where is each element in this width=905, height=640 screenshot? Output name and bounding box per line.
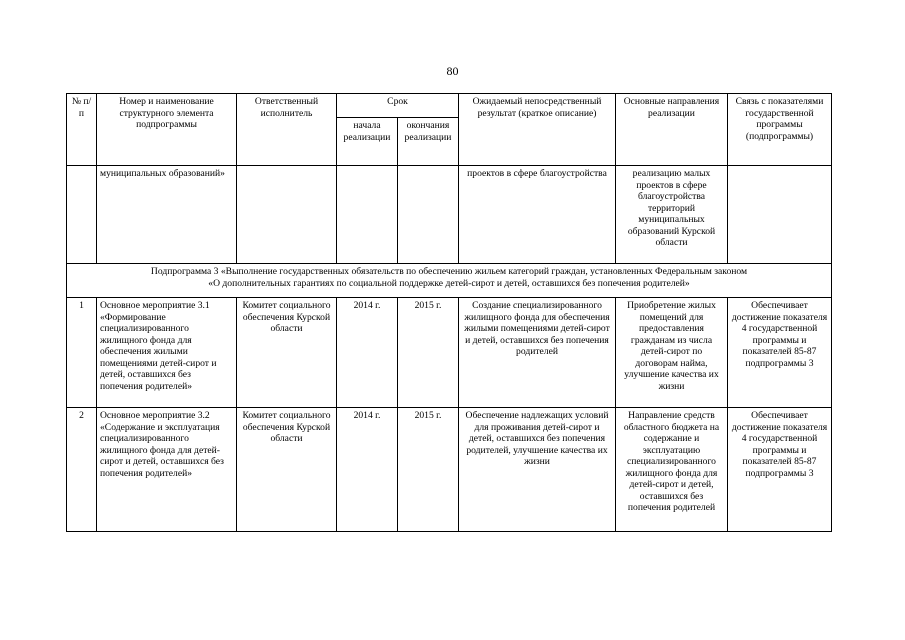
section-title-line2: «О дополнительных гарантиях по социальной поддержке детей-сирот и детей, оставшихся без попечения родителей» (208, 277, 690, 289)
continuation-name: муниципальных образований» (97, 166, 237, 264)
header-responsible: Ответственный исполнитель (237, 94, 337, 166)
program-table (66, 93, 832, 532)
row-num: 2 (67, 408, 97, 532)
continuation-result: проектов в сфере благоустройства (459, 166, 616, 264)
row-end: 2015 г. (398, 298, 459, 408)
row-link: Обеспечивает достижение показателя 4 государственной программы и показателей 85-87 подпрограммы 3 (728, 298, 832, 408)
row-name: Основное мероприятие 3.2 «Содержание и эксплуатация специализированного жилищного фонда для детей-сирот и детей, оставшихся без попечения родителей» (97, 408, 237, 532)
header-row (67, 94, 832, 118)
row-link: Обеспечивает достижение показателя 4 государственной программы и показателей 85-87 подпрограммы 3 (728, 408, 832, 532)
header-link: Связь с показателями государственной программы (подпрограммы) (728, 94, 832, 166)
page-number: 80 (446, 64, 459, 78)
row-name: Основное мероприятие 3.1 «Формирование специализированного жилищного фонда для обеспечения жилыми помещениями детей-сирот и детей, оставшихся без попечения родителей» (97, 298, 237, 408)
section-title-line1: Подпрограмма 3 «Выполнение государственных обязательств по обеспечению жильем категорий граждан, установленных Федеральным законом (150, 266, 748, 277)
row-start: 2014 г. (337, 298, 398, 408)
section-row (67, 264, 832, 298)
header-start: начала реализации (337, 118, 398, 166)
row-result: Обеспечение надлежащих условий для проживания детей-сирот и детей, оставшихся без попечения родителей, улучшение качества их жизни (459, 408, 616, 532)
header-directions: Основные направления реализации (616, 94, 728, 166)
header-term: Срок (337, 94, 459, 118)
table-row (67, 408, 832, 532)
section-title (67, 264, 832, 298)
continuation-row (67, 166, 832, 264)
row-directions: Приобретение жилых помещений для предоставления гражданам из числа детей-сирот по договорам найма, улучшение качества их жизни (616, 298, 728, 408)
row-end: 2015 г. (398, 408, 459, 532)
row-num: 1 (67, 298, 97, 408)
header-result: Ожидаемый непосредственный результат (краткое описание) (459, 94, 616, 166)
header-name: Номер и наименование структурного элемента подпрограммы (97, 94, 237, 166)
header-end: окончания реализации (398, 118, 459, 166)
row-directions: Направление средств областного бюджета на содержание и эксплуатацию специализированного жилищного фонда для детей-сирот и детей, оставшихся без попечения родителей (616, 408, 728, 532)
row-start: 2014 г. (337, 408, 398, 532)
header-num: № п/п (67, 94, 97, 166)
row-responsible: Комитет социального обеспечения Курской области (237, 408, 337, 532)
row-result: Создание специализированного жилищного фонда для обеспечения жилыми помещениями детей-сирот и детей, оставшихся без попечения родителей (459, 298, 616, 408)
continuation-directions: реализацию малых проектов в сфере благоустройства территорий муниципальных образований Курской области (616, 166, 728, 264)
row-responsible: Комитет социального обеспечения Курской области (237, 298, 337, 408)
table-row (67, 298, 832, 408)
